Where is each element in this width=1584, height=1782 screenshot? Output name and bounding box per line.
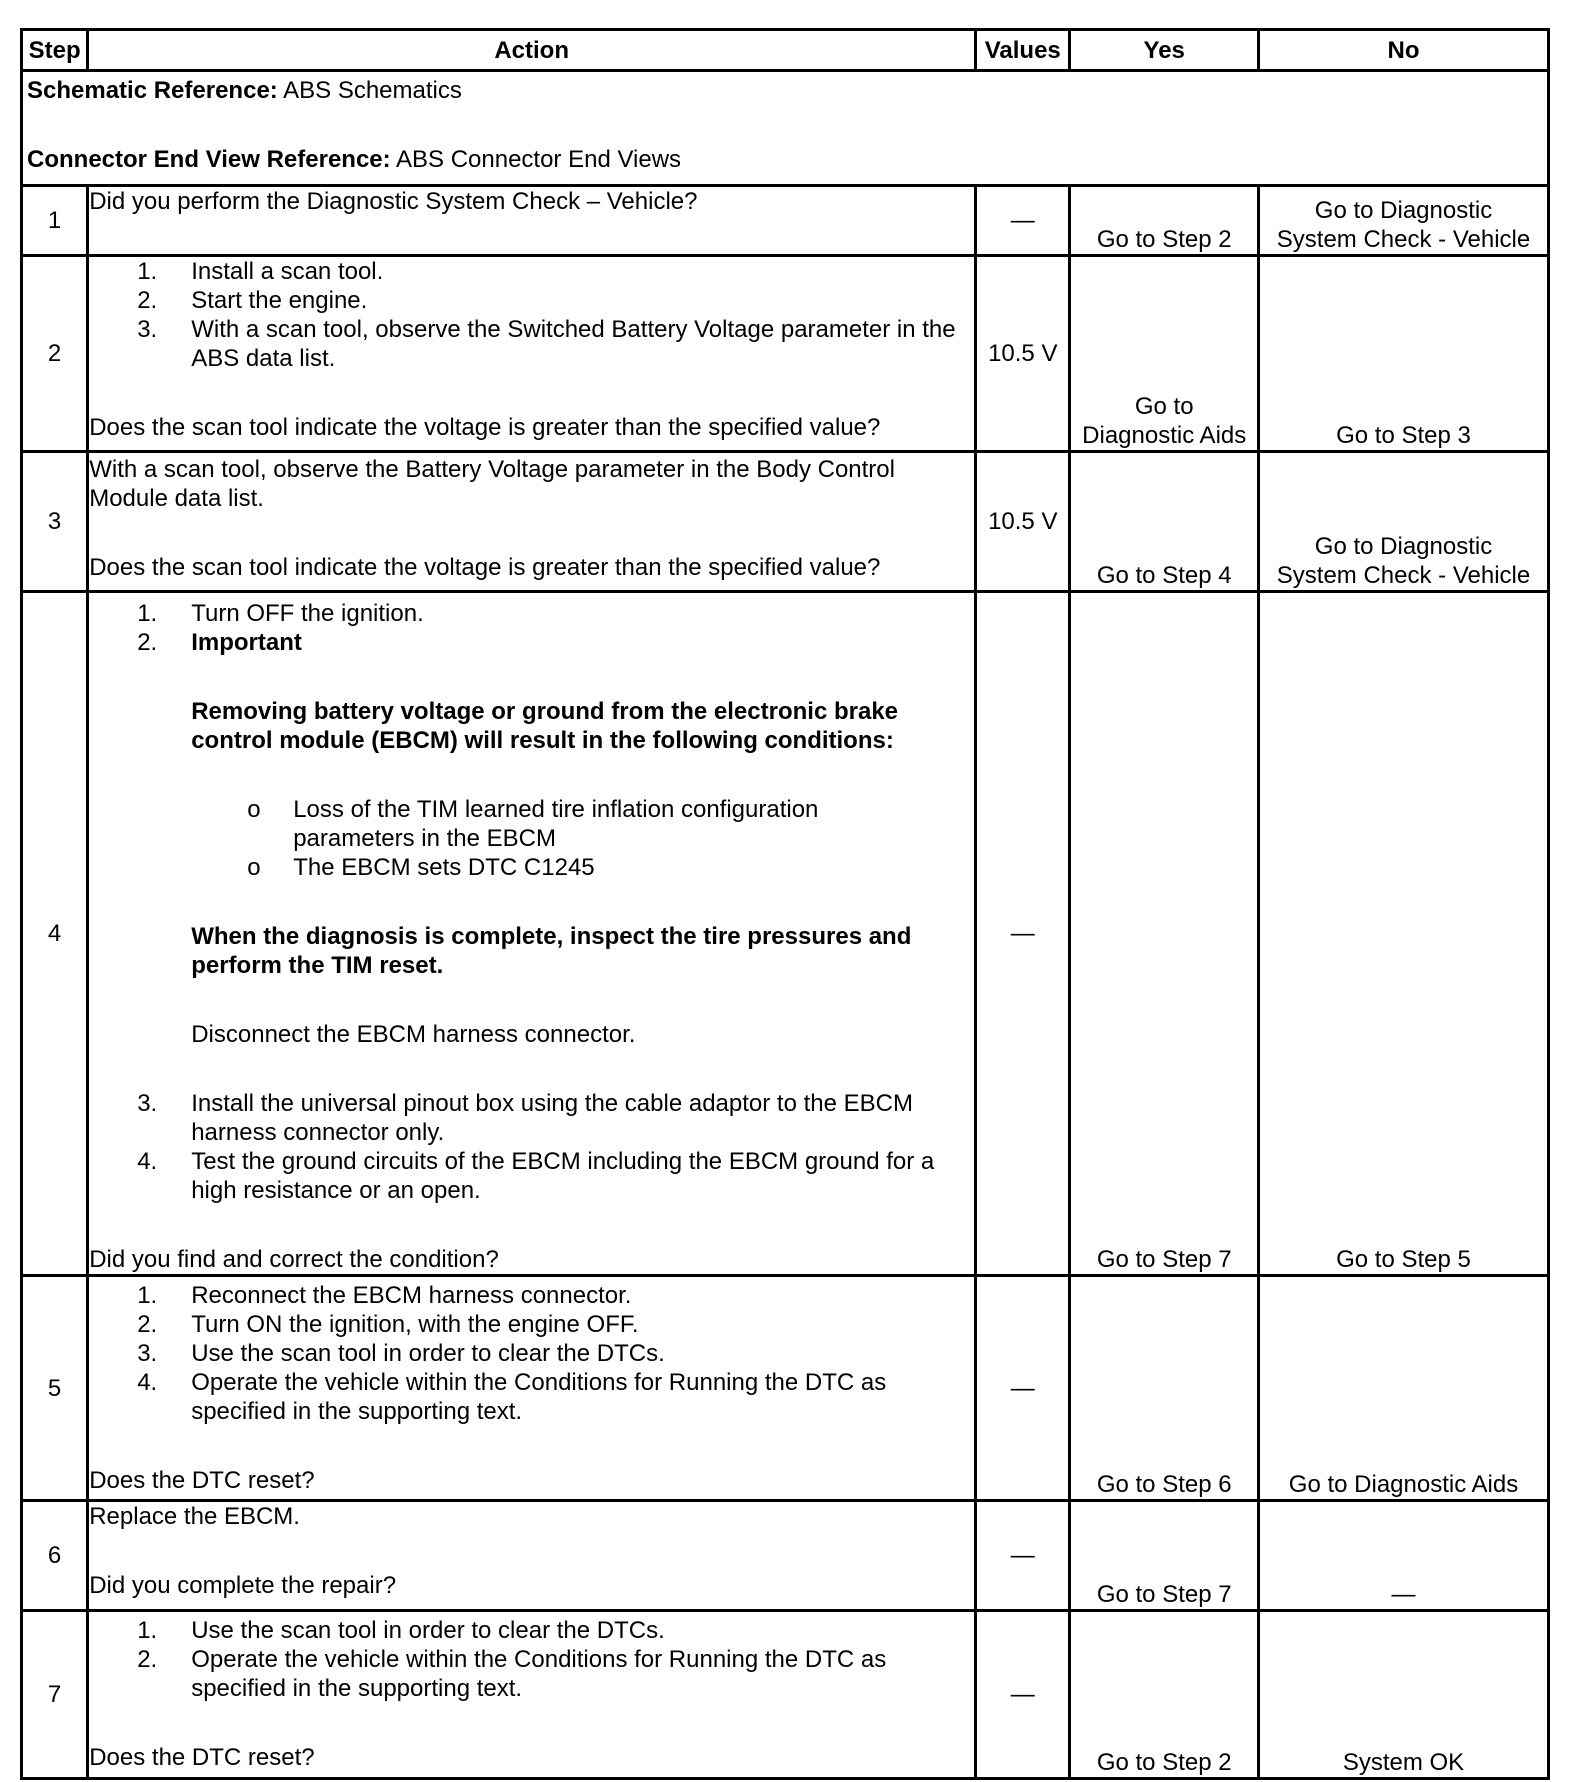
bullet-icon: o xyxy=(247,854,261,881)
action-question: Does the DTC reset? xyxy=(89,1744,315,1771)
list-item-text: The EBCM sets DTC C1245 xyxy=(293,854,595,881)
no-cell xyxy=(1259,1276,1549,1501)
no-cell xyxy=(1259,256,1549,452)
step-text: Use the scan tool in order to clear the DTCs. xyxy=(191,1340,665,1367)
action-step xyxy=(89,1339,974,1368)
action-step xyxy=(89,1310,974,1339)
yes-text: Go to Step 7 xyxy=(1096,1581,1232,1608)
yes-text: Go to Step 6 xyxy=(1096,1471,1232,1498)
action-step xyxy=(89,1089,974,1147)
condition-list xyxy=(89,795,974,882)
connector-reference xyxy=(27,145,1543,174)
no-text: System OK xyxy=(1342,1749,1465,1776)
step-num: 1. xyxy=(137,1282,158,1309)
step-num: 3. xyxy=(137,1340,158,1367)
no-cell: — xyxy=(1259,1501,1549,1611)
action-cell xyxy=(88,1276,976,1501)
action-step xyxy=(89,1616,974,1645)
step-number: 5 xyxy=(22,1276,88,1501)
values-cell: — xyxy=(976,1276,1070,1501)
action-step xyxy=(89,315,974,373)
action-question: Does the scan tool indicate the voltage is greater than the specified value? xyxy=(89,554,881,581)
no-text-line1: Go to Diagnostic xyxy=(1314,197,1493,224)
table-row xyxy=(22,1611,1549,1779)
action-step xyxy=(89,1281,974,1310)
yes-text: Go to Step 7 xyxy=(1096,1246,1232,1273)
action-steps xyxy=(89,1089,974,1205)
list-item-text: Loss of the TIM learned tire inflation configuration parameters in the EBCM xyxy=(293,796,819,852)
no-text-line2: System Check - Vehicle xyxy=(1276,226,1531,253)
step-text: Turn OFF the ignition. xyxy=(191,600,424,627)
no-cell xyxy=(1259,452,1549,592)
schematic-reference-value: ABS Schematics xyxy=(277,77,462,104)
action-question: Does the scan tool indicate the voltage is greater than the specified value? xyxy=(89,414,881,441)
yes-cell xyxy=(1070,1501,1259,1611)
step-text: Install a scan tool. xyxy=(191,258,384,285)
action-steps xyxy=(89,1281,974,1426)
no-text-line2: System Check - Vehicle xyxy=(1276,562,1531,589)
values-cell: — xyxy=(976,186,1070,256)
step-num: 2. xyxy=(137,1646,158,1673)
table-row xyxy=(22,186,1549,256)
step-text: Operate the vehicle within the Conditions for Running the DTC as specified in the supporting text. xyxy=(191,1646,887,1702)
no-cell xyxy=(1259,1611,1549,1779)
values-cell: — xyxy=(976,1501,1070,1611)
yes-text: Go to Step 2 xyxy=(1096,1749,1232,1776)
step-text: Turn ON the ignition, with the engine OFF. xyxy=(191,1311,639,1338)
step-text: Install the universal pinout box using the cable adaptor to the EBCM harness connector only. xyxy=(191,1090,913,1146)
step-number: 3 xyxy=(22,452,88,592)
diagnostic-table xyxy=(20,28,1550,1780)
values-cell: 10.5 V xyxy=(976,256,1070,452)
yes-text-line2: Diagnostic Aids xyxy=(1082,422,1247,449)
table-row xyxy=(22,1276,1549,1501)
step-num: 2. xyxy=(137,1311,158,1338)
action-text: Replace the EBCM. xyxy=(89,1503,300,1530)
step-num: 4. xyxy=(137,1148,158,1175)
connector-reference-value: ABS Connector End Views xyxy=(390,146,682,173)
schematic-reference xyxy=(27,76,1543,105)
header-row xyxy=(22,30,1549,71)
action-steps xyxy=(89,599,974,657)
header-no: No xyxy=(1259,30,1549,71)
step-number: 6 xyxy=(22,1501,88,1611)
table-row xyxy=(22,592,1549,1276)
action-cell xyxy=(88,1501,976,1611)
action-step xyxy=(89,286,974,315)
header-yes: Yes xyxy=(1070,30,1259,71)
step-num: 4. xyxy=(137,1369,158,1396)
step-num: 1. xyxy=(137,1617,158,1644)
yes-cell xyxy=(1070,256,1259,452)
values-cell: — xyxy=(976,1611,1070,1779)
yes-cell xyxy=(1070,1611,1259,1779)
list-item xyxy=(89,853,974,882)
reference-row xyxy=(22,71,1549,186)
step-text: Test the ground circuits of the EBCM including the EBCM ground for a high resistance or an open. xyxy=(191,1148,935,1204)
values-cell: — xyxy=(976,592,1070,1276)
header-values: Values xyxy=(976,30,1070,71)
yes-cell xyxy=(1070,452,1259,592)
no-cell xyxy=(1259,186,1549,256)
no-text: Go to Step 5 xyxy=(1336,1246,1471,1273)
step-num: 1. xyxy=(137,258,158,285)
no-text-line1: Go to Diagnostic xyxy=(1314,533,1493,560)
action-cell xyxy=(88,256,976,452)
action-cell xyxy=(88,592,976,1276)
action-step xyxy=(89,1368,974,1426)
yes-cell xyxy=(1070,592,1259,1276)
action-steps xyxy=(89,1616,974,1703)
list-item xyxy=(89,795,974,853)
action-steps xyxy=(89,257,974,373)
header-action: Action xyxy=(88,30,976,71)
action-question: Did you find and correct the condition? xyxy=(89,1246,499,1273)
no-text: Go to Diagnostic Aids xyxy=(1288,1471,1519,1498)
action-step xyxy=(89,628,974,657)
action-question: Did you complete the repair? xyxy=(89,1572,397,1599)
table-row xyxy=(22,256,1549,452)
bullet-icon: o xyxy=(247,796,261,823)
step-number: 2 xyxy=(22,256,88,452)
step-number: 4 xyxy=(22,592,88,1276)
no-text: Go to Step 3 xyxy=(1336,422,1471,449)
warning-text: Removing battery voltage or ground from the electronic brake control module (EBCM) will result in the following conditions: xyxy=(191,698,899,754)
yes-text: Go to Step 2 xyxy=(1096,226,1232,253)
action-text: With a scan tool, observe the Battery Voltage parameter in the Body Control Module data list. xyxy=(89,456,895,512)
action-step xyxy=(89,1147,974,1205)
yes-text: Go to Step 4 xyxy=(1096,562,1232,589)
no-cell xyxy=(1259,592,1549,1276)
step-text: Reconnect the EBCM harness connector. xyxy=(191,1282,632,1309)
table-row xyxy=(22,452,1549,592)
action-cell xyxy=(88,1611,976,1779)
header-step: Step xyxy=(22,30,88,71)
step-num: 3. xyxy=(137,316,158,343)
step-text: Operate the vehicle within the Conditions for Running the DTC as specified in the supporting text. xyxy=(191,1369,887,1425)
step-number: 7 xyxy=(22,1611,88,1779)
action-step xyxy=(89,257,974,286)
schematic-reference-label: Schematic Reference: xyxy=(27,77,278,104)
disconnect-instruction: Disconnect the EBCM harness connector. xyxy=(191,1021,636,1048)
step-text: Start the engine. xyxy=(191,287,368,314)
connector-reference-label: Connector End View Reference: xyxy=(27,146,391,173)
table-row xyxy=(22,1501,1549,1611)
step-text: With a scan tool, observe the Switched Battery Voltage parameter in the ABS data list. xyxy=(191,316,956,372)
completion-note: When the diagnosis is complete, inspect the tire pressures and perform the TIM reset. xyxy=(191,923,912,979)
yes-text-line1: Go to xyxy=(1134,393,1194,420)
step-num: 1. xyxy=(137,600,158,627)
values-cell: 10.5 V xyxy=(976,452,1070,592)
action-text: Did you perform the Diagnostic System Check – Vehicle? xyxy=(89,188,698,215)
yes-cell xyxy=(1070,186,1259,256)
step-num: 2. xyxy=(137,629,158,656)
step-text: Use the scan tool in order to clear the DTCs. xyxy=(191,1617,665,1644)
action-cell xyxy=(88,186,976,256)
step-num: 3. xyxy=(137,1090,158,1117)
step-num: 2. xyxy=(137,287,158,314)
action-question: Does the DTC reset? xyxy=(89,1467,315,1494)
reference-cell xyxy=(22,71,1549,186)
important-label: Important xyxy=(191,629,302,656)
yes-cell xyxy=(1070,1276,1259,1501)
action-step xyxy=(89,599,974,628)
step-number: 1 xyxy=(22,186,88,256)
action-step xyxy=(89,1645,974,1703)
action-cell xyxy=(88,452,976,592)
